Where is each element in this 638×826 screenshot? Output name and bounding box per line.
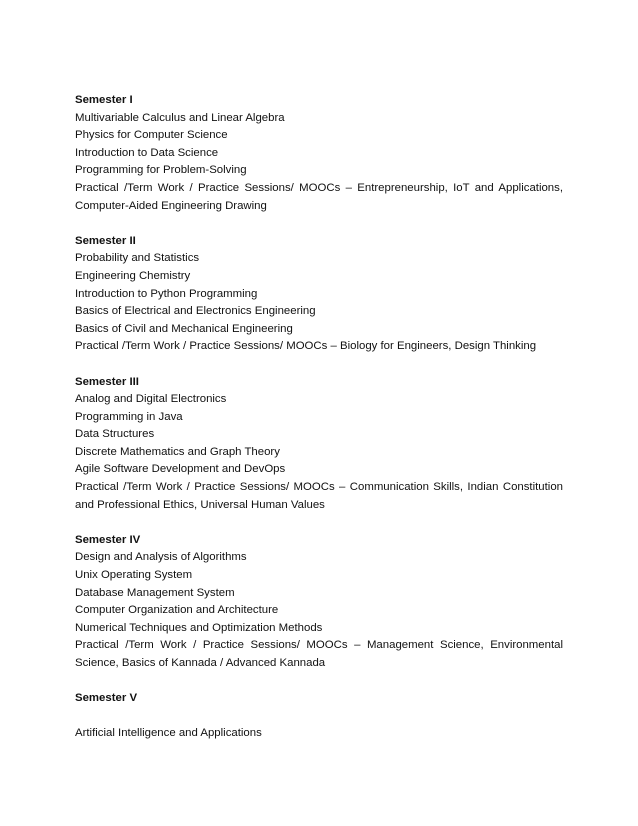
- document-page: [75, 92, 563, 761]
- course-item: Multivariable Calculus and Linear Algebra: [75, 111, 285, 124]
- course-item: Artificial Intelligence and Applications: [75, 727, 262, 740]
- semester-heading: Semester I: [75, 94, 133, 106]
- course-item: Agile Software Development and DevOps: [75, 463, 286, 476]
- course-item: Engineering Chemistry: [75, 269, 191, 282]
- course-item: Physics for Computer Science: [75, 129, 228, 142]
- semester-heading: Semester V: [75, 692, 138, 705]
- semester-section-4: [75, 532, 563, 673]
- semester-heading: Semester II: [75, 234, 136, 247]
- course-item: Analog and Digital Electronics: [75, 393, 227, 406]
- course-item: Computer Organization and Architecture: [75, 604, 279, 617]
- course-item: Introduction to Python Programming: [75, 287, 258, 300]
- course-item: Database Management System: [75, 586, 235, 599]
- course-item: Programming in Java: [75, 410, 183, 423]
- semester-section-3: [75, 374, 563, 515]
- semester-section-2: [75, 233, 563, 356]
- course-item: Discrete Mathematics and Graph Theory: [75, 445, 280, 458]
- course-item: Design and Analysis of Algorithms: [75, 551, 247, 564]
- course-item: Data Structures: [75, 428, 155, 441]
- practical-line: Practical /Term Work / Practice Sessions/ MOOCs – Biology for Engineers, Design Thinking: [75, 340, 537, 353]
- course-item: Basics of Electrical and Electronics Engineering: [75, 305, 316, 318]
- course-item: Programming for Problem-Solving: [75, 164, 247, 177]
- practical-line: Practical /Term Work / Practice Sessions/ MOOCs – Communication Skills, Indian Constitution and Professional Ethics, Universal Human Values: [75, 481, 563, 511]
- practical-line: Practical /Term Work / Practice Sessions/ MOOCs – Management Science, Environmental Science, Basics of Kannada / Advanced Kannada: [75, 639, 563, 669]
- practical-line: Practical /Term Work / Practice Sessions/ MOOCs – Entrepreneurship, IoT and Applications, Computer-Aided Engineering Drawing: [75, 181, 563, 212]
- semester-heading: Semester III: [75, 375, 139, 388]
- semester-section-5: [75, 690, 563, 743]
- semester-section-1: [75, 92, 563, 215]
- course-item: Probability and Statistics: [75, 252, 200, 265]
- course-item: Introduction to Data Science: [75, 146, 219, 159]
- course-item: Basics of Civil and Mechanical Engineering: [75, 322, 293, 335]
- course-item: Numerical Techniques and Optimization Methods: [75, 621, 323, 634]
- semester-heading: Semester IV: [75, 533, 141, 546]
- course-item: Unix Operating System: [75, 569, 193, 582]
